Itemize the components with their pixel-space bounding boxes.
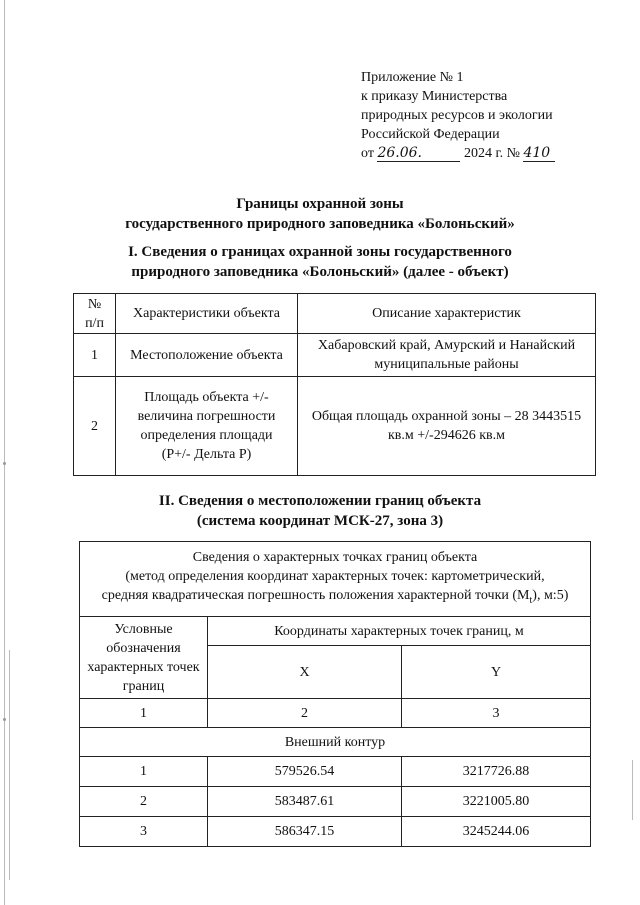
section-1-line-2: природного заповедника «Болоньский» (далее - объект)	[131, 264, 509, 280]
y-value: 3217726.88	[402, 757, 591, 787]
contour-row	[80, 728, 591, 757]
point-label: 3	[80, 817, 208, 847]
appendix-line-2: к приказу Министерства	[361, 89, 508, 104]
appendix-line-3: природных ресурсов и экологии	[361, 108, 553, 123]
coordinates-header: Координаты характерных точек границ, м	[208, 617, 591, 646]
document-title-line-1: Границы охранной зоны	[236, 196, 404, 212]
appendix-header	[361, 68, 555, 163]
handwritten-date: 26.06.	[377, 146, 460, 162]
section-2-line-1: II. Сведения о местоположении границ объекта	[158, 493, 482, 509]
column-number-row	[80, 699, 591, 728]
object-characteristics-table	[73, 293, 596, 476]
section-1-heading	[0, 242, 640, 282]
appendix-line-4: Российской Федерации	[361, 127, 500, 142]
point-label-header: Условные обозначения характерных точек границ	[80, 617, 208, 699]
row-number: 1	[74, 334, 116, 377]
row-number: 2	[74, 377, 116, 476]
point-label: 1	[80, 757, 208, 787]
x-value: 579526.54	[208, 757, 402, 787]
boundary-points-table	[79, 541, 591, 847]
header-number-cell: № п/п	[74, 294, 116, 334]
y-value: 3221005.80	[402, 787, 591, 817]
table-row	[74, 377, 596, 476]
x-header: X	[208, 646, 402, 699]
appendix-line-1: Приложение № 1	[361, 70, 464, 85]
handwritten-number: 410	[523, 146, 555, 162]
section-2-line-2: (система координат МСК-27, зона 3)	[196, 513, 444, 529]
table-header-row	[74, 294, 596, 334]
section-1-line-1: I. Сведения о границах охранной зоны государственного	[128, 244, 512, 260]
table-row	[80, 787, 591, 817]
appendix-date-line	[361, 144, 555, 163]
scan-margin-line	[9, 650, 10, 880]
x-value: 583487.61	[208, 787, 402, 817]
table-caption-row	[80, 542, 591, 617]
column-number: 2	[208, 699, 402, 728]
document-title-line-2: государственного природного заповедника «Болоньский»	[125, 216, 515, 232]
row-description: Общая площадь охранной зоны – 28 3443515 кв.м +/-294626 кв.м	[298, 377, 596, 476]
scan-margin-line	[4, 0, 5, 905]
y-header: Y	[402, 646, 591, 699]
column-number: 3	[402, 699, 591, 728]
table-row	[80, 817, 591, 847]
x-value: 586347.15	[208, 817, 402, 847]
row-description: Хабаровский край, Амурский и Нанайский муниципальные районы	[298, 334, 596, 377]
contour-label: Внешний контур	[80, 728, 591, 757]
header-description-cell: Описание характеристик	[298, 294, 596, 334]
point-label: 2	[80, 787, 208, 817]
column-number: 1	[80, 699, 208, 728]
section-2-heading	[0, 491, 640, 531]
scan-margin-line	[632, 760, 633, 820]
scan-speck	[3, 462, 6, 465]
date-prefix: от	[361, 146, 374, 161]
year-text: 2024 г. №	[463, 146, 520, 161]
table-caption: Сведения о характерных точках границ объекта (метод определения координат характерных точек: картометрический, средняя квадратическая погрешность положения характерной точки $(M_t)$, м:5)	[80, 542, 591, 617]
y-value: 3245244.06	[402, 817, 591, 847]
table-row	[74, 334, 596, 377]
document-title	[0, 194, 640, 234]
table-header-row	[80, 617, 591, 646]
row-characteristic: Местоположение объекта	[116, 334, 298, 377]
scan-speck	[3, 718, 6, 721]
header-characteristics-cell: Характеристики объекта	[116, 294, 298, 334]
row-characteristic: Площадь объекта +/- величина погрешности определения площади (Р+/- Дельта Р)	[116, 377, 298, 476]
table-row	[80, 757, 591, 787]
